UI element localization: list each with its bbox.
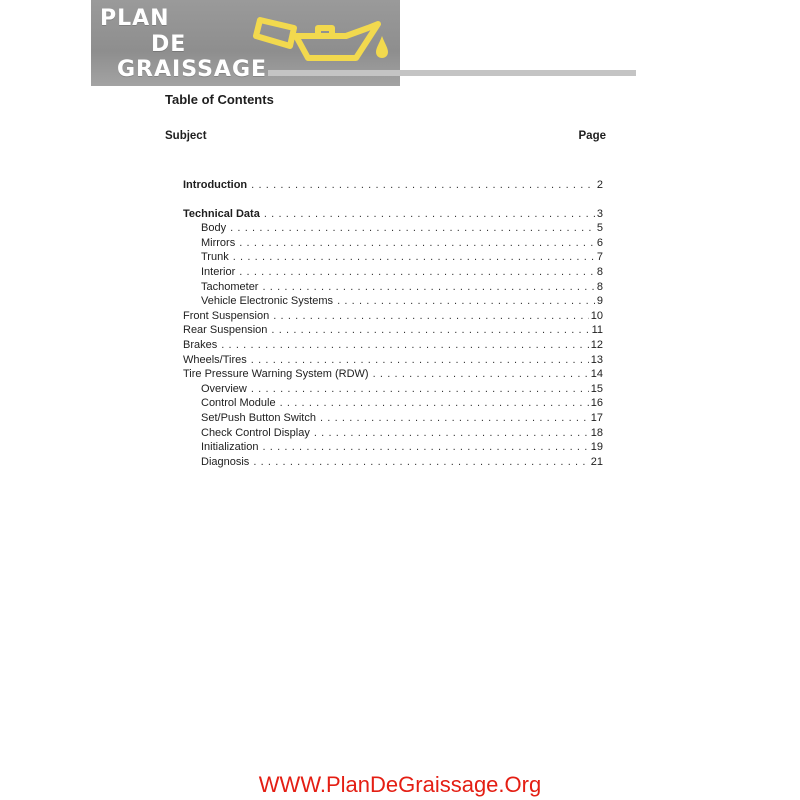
toc-entry-page: 8 [596,265,603,278]
toc-leader-dots [320,411,589,426]
toc-entry[interactable] [183,207,603,222]
toc-leader-dots [230,221,595,236]
toc-entry-label: Brakes [183,338,218,351]
toc-entry-label: Tachometer [201,280,259,293]
logo-text-line3: GRAISSAGE [117,57,268,82]
toc-leader-dots [221,338,589,353]
toc-entry-page: 17 [590,411,603,424]
toc-entry-label: Initialization [201,441,259,454]
toc-entry[interactable] [183,411,603,426]
toc-leader-dots [251,382,589,397]
toc-entry[interactable] [183,353,603,368]
toc-leader-dots [262,280,594,295]
toc-entry-label: Vehicle Electronic Systems [201,295,334,308]
toc-leader-dots [314,426,589,441]
page-column-header: Page [578,130,606,142]
toc-leader-dots [251,178,595,193]
toc-entry-page: 15 [590,382,603,395]
toc-entry-page: 16 [590,397,603,410]
toc-entry-label: Introduction [183,179,248,191]
toc-leader-dots [239,236,595,251]
toc-entry-label: Trunk [201,251,229,264]
toc-entry[interactable] [183,280,603,295]
toc-entry[interactable] [183,265,603,280]
toc-entry-page: 10 [590,309,603,322]
toc-entry[interactable] [183,367,603,382]
toc-leader-dots [273,309,589,324]
toc-entry-page: 5 [596,222,603,235]
logo-text-line2: DE [151,32,187,57]
toc-entry[interactable] [183,221,603,236]
toc-entry-label: Technical Data [183,207,260,220]
toc-entry-label: Wheels/Tires [183,353,247,366]
toc-entry[interactable] [183,426,603,441]
toc-entry[interactable] [183,455,603,470]
toc-entry-page: 13 [590,353,603,366]
footer-url-link[interactable]: WWW.PlanDeGraissage.Org [258,772,542,797]
toc-leader-dots [280,396,589,411]
toc-leader-dots [251,353,589,368]
toc-entry-page: 12 [590,338,603,351]
toc-entry[interactable] [183,440,603,455]
page-title: Table of Contents [165,92,274,107]
toc-entry[interactable] [183,178,603,193]
toc-entry[interactable] [183,250,603,265]
toc-entry-label: Check Control Display [201,426,310,439]
toc-entry[interactable] [183,309,603,324]
toc-entry-page: 7 [596,251,603,264]
toc-entry-label: Set/Push Button Switch [201,411,316,424]
toc-entry[interactable] [183,323,603,338]
toc-entry-page: 2 [596,179,603,191]
toc-entry-label: Interior [201,265,236,278]
toc-entry-label: Mirrors [201,236,236,249]
toc-entry-label: Body [201,222,227,235]
toc-leader-dots [373,367,589,382]
toc-entry[interactable] [183,338,603,353]
toc-entry-page: 14 [590,368,603,381]
toc-entry-page: 6 [596,236,603,249]
toc-entry-label: Rear Suspension [183,324,268,337]
toc-entry-page: 18 [590,426,603,439]
toc-entry[interactable] [183,294,603,309]
subject-column-header: Subject [165,130,207,142]
toc-entry-label: Tire Pressure Warning System (RDW) [183,368,369,381]
toc-entry-page: 9 [596,295,603,308]
toc-leader-dots [253,455,588,470]
toc-entry-page: 8 [596,280,603,293]
toc-leader-dots [239,265,595,280]
toc-entry-page: 3 [596,207,603,220]
header-rule [268,70,636,76]
toc-entry-label: Front Suspension [183,309,270,322]
toc-entry-page: 19 [590,441,603,454]
toc-entry[interactable] [183,396,603,411]
toc-leader-dots [233,250,595,265]
toc-entry-label: Diagnosis [201,455,250,468]
toc-leader-dots [264,207,595,222]
toc-entry-page: 21 [590,455,603,468]
toc-leader-dots [337,294,595,309]
toc-entry[interactable] [183,236,603,251]
toc-leader-dots [262,440,588,455]
toc-leader-dots [271,323,589,338]
oil-can-icon [246,6,396,78]
toc-entry-label: Control Module [201,397,276,410]
toc-entry-label: Overview [201,382,247,395]
toc-list [183,164,603,469]
toc-entry[interactable] [183,382,603,397]
logo-text-line1: PLAN [100,6,170,31]
toc-entry-page: 11 [591,324,603,337]
